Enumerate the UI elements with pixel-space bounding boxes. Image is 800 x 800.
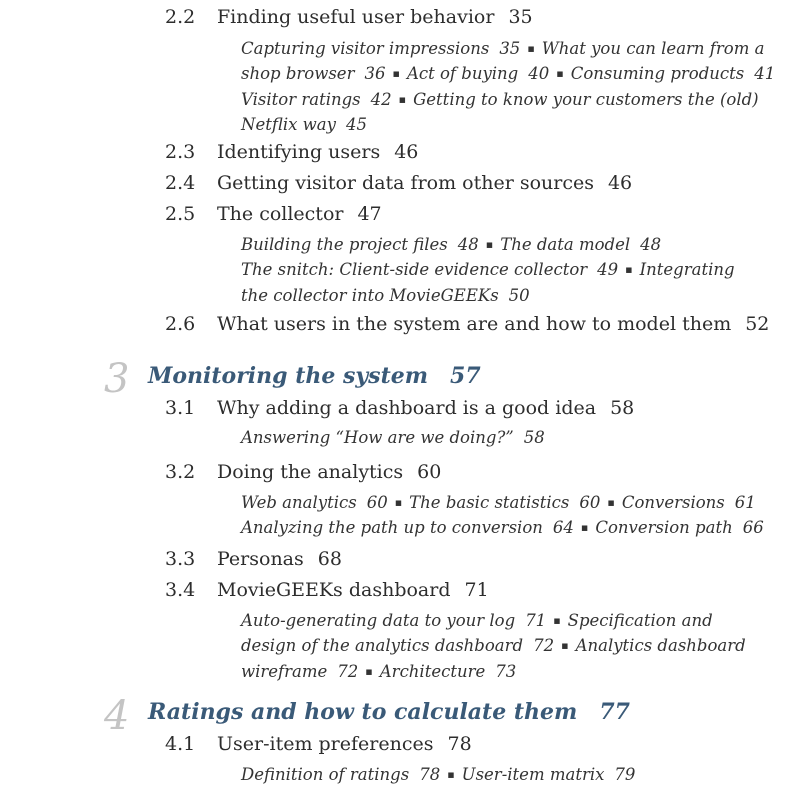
subtopic-title: Getting to know your customers the (old) bbox=[413, 89, 759, 109]
chapter-page: 57 bbox=[450, 363, 481, 389]
subtopic-title: Answering “How are we doing?” bbox=[241, 428, 514, 447]
subtopic-page: 60 bbox=[366, 493, 388, 512]
bullet-separator-icon: ▪ bbox=[580, 521, 589, 535]
subtopic-line bbox=[241, 426, 545, 449]
toc-section-2-2[interactable] bbox=[165, 8, 533, 27]
subtopic-title: The basic statistics bbox=[409, 493, 570, 512]
subtopic-title: Integrating bbox=[639, 260, 735, 280]
subtopic-line bbox=[241, 88, 775, 113]
bullet-separator-icon: ▪ bbox=[556, 67, 564, 81]
subtopic-title: The data model bbox=[500, 235, 631, 254]
subtopic-line bbox=[241, 258, 735, 283]
subtopic-entry[interactable] bbox=[640, 260, 735, 279]
subtopic-entry[interactable] bbox=[241, 428, 545, 447]
subtopic-entry[interactable] bbox=[241, 611, 546, 630]
subtopics-2-2 bbox=[241, 37, 775, 136]
subtopic-page: 35 bbox=[499, 39, 521, 58]
subtopic-line bbox=[241, 491, 764, 516]
section-title: Doing the analytics bbox=[217, 461, 404, 483]
subtopics-4-1 bbox=[241, 763, 635, 788]
subtopic-title: Capturing visitor impressions bbox=[241, 39, 490, 58]
subtopic-entry[interactable] bbox=[622, 493, 756, 512]
subtopic-line bbox=[241, 233, 735, 258]
section-number: 3.2 bbox=[165, 461, 196, 483]
subtopic-title: the collector into MovieGEEKs bbox=[241, 285, 499, 305]
subtopic-page: 73 bbox=[495, 661, 517, 681]
subtopic-entry[interactable] bbox=[380, 662, 517, 681]
bullet-separator-icon: ▪ bbox=[485, 238, 494, 251]
section-number: 2.4 bbox=[165, 172, 196, 194]
subtopic-page: 66 bbox=[742, 518, 764, 538]
section-title: What users in the system are and how to model them bbox=[217, 313, 732, 335]
subtopic-page: 58 bbox=[523, 428, 545, 447]
section-page: 58 bbox=[610, 397, 635, 419]
subtopic-title: Visitor ratings bbox=[241, 89, 361, 109]
subtopic-page: 72 bbox=[337, 661, 359, 681]
subtopic-title: Conversions bbox=[621, 493, 725, 512]
section-number: 3.3 bbox=[165, 548, 196, 570]
subtopic-title: Specification and bbox=[567, 611, 713, 630]
section-page: 52 bbox=[745, 313, 770, 335]
bullet-separator-icon: ▪ bbox=[392, 67, 400, 81]
bullet-separator-icon: ▪ bbox=[527, 42, 535, 55]
section-number: 3.1 bbox=[165, 397, 196, 419]
toc-section-2-6[interactable] bbox=[165, 315, 769, 334]
section-title: Finding useful user behavior bbox=[217, 6, 495, 28]
subtopics-3-1 bbox=[241, 426, 545, 449]
section-title: Why adding a dashboard is a good idea bbox=[217, 397, 597, 419]
section-page: 78 bbox=[447, 733, 472, 755]
subtopic-page: 40 bbox=[528, 64, 550, 84]
subtopics-3-2 bbox=[241, 491, 764, 542]
subtopic-title: Analyzing the path up to conversion bbox=[241, 518, 543, 538]
chapter-number-3: 3 bbox=[104, 356, 130, 402]
subtopic-line bbox=[241, 113, 775, 136]
subtopic-title: Architecture bbox=[379, 661, 486, 681]
subtopic-page: 42 bbox=[370, 89, 392, 109]
section-number: 2.2 bbox=[165, 6, 196, 28]
subtopic-entry[interactable] bbox=[462, 765, 636, 784]
section-title: MovieGEEKs dashboard bbox=[217, 579, 451, 601]
toc-section-3-3[interactable] bbox=[165, 550, 342, 569]
subtopic-entry[interactable] bbox=[595, 518, 763, 537]
subtopic-title: Consuming products bbox=[570, 64, 745, 84]
subtopic-entry[interactable] bbox=[241, 493, 388, 512]
subtopic-title: shop browser bbox=[241, 64, 355, 84]
toc-section-3-4[interactable] bbox=[165, 581, 489, 600]
bullet-separator-icon: ▪ bbox=[398, 92, 407, 106]
subtopic-page: 79 bbox=[614, 765, 636, 784]
toc-section-4-1[interactable] bbox=[165, 735, 472, 754]
chapter-page: 77 bbox=[599, 699, 630, 725]
section-number: 3.4 bbox=[165, 579, 196, 601]
section-page: 60 bbox=[417, 461, 442, 483]
chapter-number-4: 4 bbox=[104, 693, 130, 739]
subtopic-entry[interactable] bbox=[542, 39, 765, 58]
chapter-title-text: Ratings and how to calculate them bbox=[148, 699, 578, 725]
bullet-separator-icon: ▪ bbox=[394, 496, 403, 509]
subtopics-3-4 bbox=[241, 609, 746, 685]
subtopic-entry[interactable] bbox=[241, 260, 618, 279]
toc-section-2-4[interactable] bbox=[165, 174, 632, 193]
subtopic-page: 36 bbox=[364, 64, 386, 84]
subtopic-line bbox=[241, 284, 735, 307]
section-title: User-item preferences bbox=[217, 733, 434, 755]
subtopic-line bbox=[241, 37, 775, 62]
bullet-separator-icon: ▪ bbox=[561, 639, 569, 653]
toc-section-2-5[interactable] bbox=[165, 205, 382, 224]
toc-section-2-3[interactable] bbox=[165, 143, 418, 162]
subtopic-page: 50 bbox=[508, 285, 530, 305]
bullet-separator-icon: ▪ bbox=[365, 664, 373, 678]
section-number: 2.6 bbox=[165, 313, 196, 335]
subtopic-page: 41 bbox=[754, 64, 776, 84]
subtopic-title: Web analytics bbox=[241, 493, 357, 512]
chapter-title-4[interactable] bbox=[148, 701, 630, 723]
subtopic-entry[interactable] bbox=[407, 64, 549, 83]
subtopic-title: Analytics dashboard bbox=[575, 636, 746, 656]
subtopic-title: Netflix way bbox=[241, 114, 336, 134]
subtopic-line bbox=[241, 634, 746, 659]
subtopic-title: Act of buying bbox=[406, 64, 519, 84]
subtopic-page: 45 bbox=[345, 114, 367, 134]
subtopic-line bbox=[241, 609, 746, 634]
bullet-separator-icon: ▪ bbox=[447, 768, 455, 781]
section-title: The collector bbox=[217, 203, 344, 225]
subtopic-title: What you can learn from a bbox=[541, 39, 765, 58]
subtopic-entry[interactable] bbox=[241, 115, 367, 134]
section-title: Personas bbox=[217, 548, 304, 570]
subtopic-line bbox=[241, 516, 764, 541]
bullet-separator-icon: ▪ bbox=[607, 496, 615, 509]
subtopic-entry[interactable] bbox=[241, 662, 358, 681]
section-title: Getting visitor data from other sources bbox=[217, 172, 594, 194]
subtopic-entry[interactable] bbox=[241, 636, 554, 655]
section-page: 68 bbox=[317, 548, 342, 570]
subtopic-title: User-item matrix bbox=[461, 765, 605, 784]
subtopic-entry[interactable] bbox=[409, 493, 600, 512]
subtopic-title: design of the analytics dashboard bbox=[241, 636, 524, 656]
section-number: 2.5 bbox=[165, 203, 196, 225]
section-number: 4.1 bbox=[165, 733, 196, 755]
subtopic-entry[interactable] bbox=[241, 64, 385, 83]
subtopic-page: 60 bbox=[579, 493, 601, 512]
subtopic-entry[interactable] bbox=[500, 235, 661, 254]
subtopic-entry[interactable] bbox=[241, 235, 479, 254]
subtopic-title: Auto-generating data to your log bbox=[241, 611, 516, 630]
subtopic-line bbox=[241, 62, 775, 87]
section-page: 46 bbox=[607, 172, 633, 194]
subtopic-page: 48 bbox=[640, 235, 662, 254]
subtopic-page: 78 bbox=[419, 765, 441, 784]
subtopic-entry[interactable] bbox=[568, 611, 713, 630]
subtopic-entry[interactable] bbox=[413, 90, 759, 109]
section-page: 71 bbox=[464, 579, 489, 601]
section-page: 35 bbox=[508, 6, 533, 28]
chapter-title-text: Monitoring the system bbox=[148, 363, 429, 389]
bullet-separator-icon: ▪ bbox=[553, 614, 561, 627]
subtopic-page: 49 bbox=[597, 260, 619, 280]
subtopic-title: wireframe bbox=[241, 661, 328, 681]
subtopic-title: The snitch: Client-side evidence collector bbox=[241, 260, 588, 280]
subtopics-2-5 bbox=[241, 233, 735, 307]
subtopic-page: 71 bbox=[525, 611, 547, 630]
subtopic-page: 48 bbox=[457, 235, 479, 254]
subtopic-entry[interactable] bbox=[576, 636, 746, 655]
section-page: 46 bbox=[394, 141, 419, 163]
toc-section-3-1[interactable] bbox=[165, 399, 634, 418]
subtopic-entry[interactable] bbox=[241, 286, 530, 305]
subtopic-entry[interactable] bbox=[241, 90, 392, 109]
section-page: 47 bbox=[357, 203, 382, 225]
section-title: Identifying users bbox=[217, 141, 381, 163]
subtopic-title: Building the project files bbox=[241, 235, 448, 254]
bullet-separator-icon: ▪ bbox=[625, 263, 633, 277]
subtopic-entry[interactable] bbox=[241, 765, 440, 784]
toc-section-3-2[interactable] bbox=[165, 463, 441, 482]
subtopic-line bbox=[241, 763, 635, 788]
subtopic-page: 72 bbox=[533, 636, 555, 656]
subtopic-entry[interactable] bbox=[241, 518, 574, 537]
subtopic-entry[interactable] bbox=[571, 64, 776, 83]
subtopic-page: 64 bbox=[552, 518, 574, 538]
subtopic-entry[interactable] bbox=[241, 39, 520, 58]
subtopic-line bbox=[241, 660, 746, 685]
section-number: 2.3 bbox=[165, 141, 196, 163]
subtopic-title: Conversion path bbox=[595, 518, 733, 538]
subtopic-page: 61 bbox=[734, 493, 756, 512]
chapter-title-3[interactable] bbox=[148, 365, 481, 387]
subtopic-title: Definition of ratings bbox=[241, 765, 410, 784]
